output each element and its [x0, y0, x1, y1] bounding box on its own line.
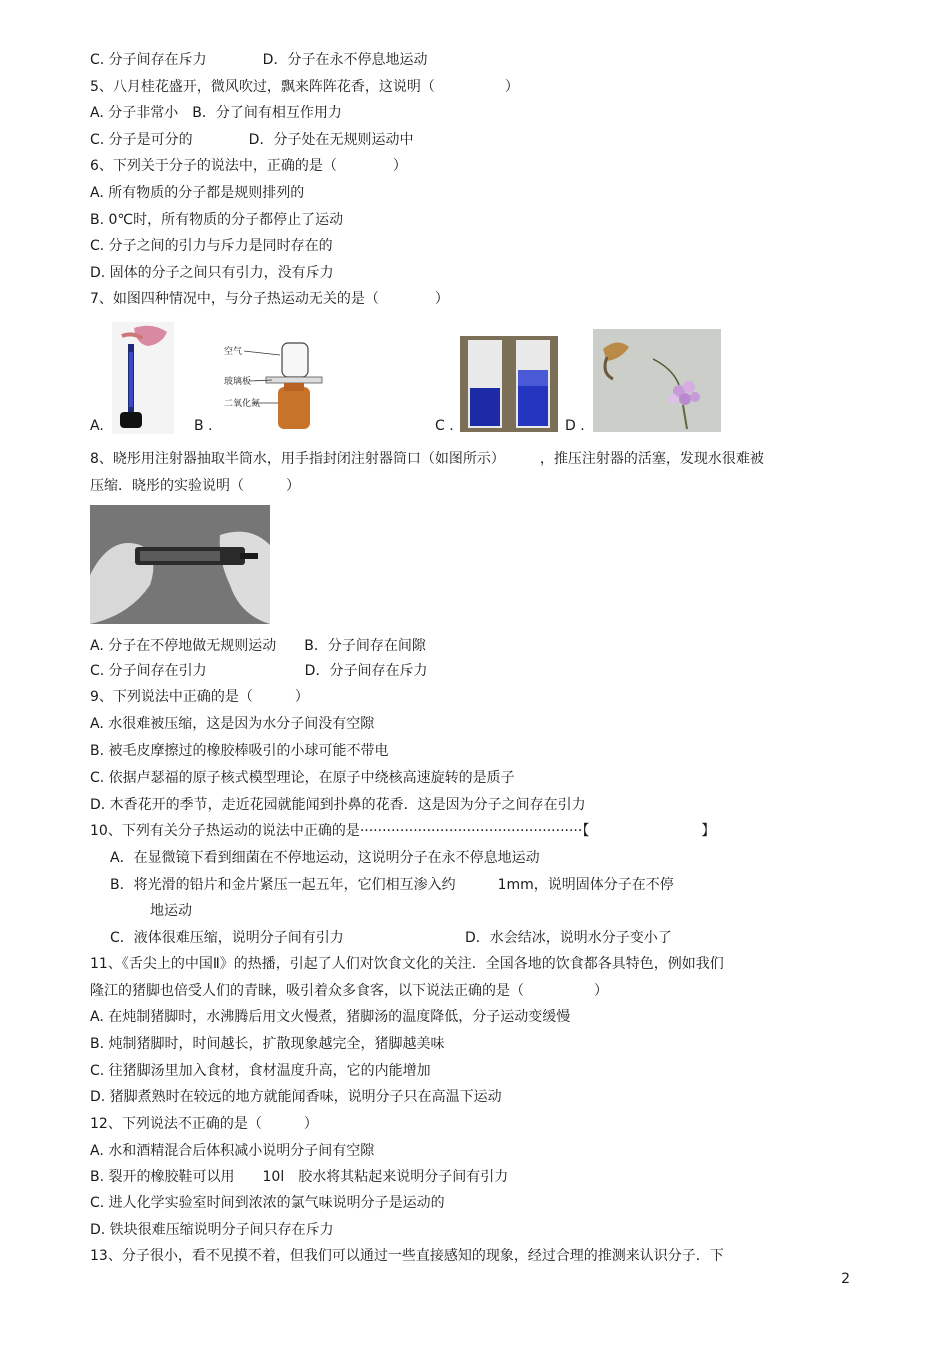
- q12-option-b: B. 裂开的橡胶鞋可以用 10l 胶水将其粘起来说明分子间有引力: [90, 1169, 509, 1185]
- q11-option-b: B. 炖制猪脚时，时间越长，扩散现象越完全，猪脚越美味: [90, 1036, 445, 1052]
- q7-figure-b: [222, 337, 326, 433]
- q7-label-d: D .: [565, 418, 585, 434]
- q10-option-c: C．液体很难压缩，说明分子间有引力: [110, 930, 344, 946]
- q9-option-a: A. 水很难被压缩，这是因为水分子间没有空隙: [90, 716, 375, 732]
- q7-figure-c: [460, 336, 558, 432]
- q9-option-d: D. 木香花开的季节，走近花园就能闻到扑鼻的花香．这是因为分子之间存在引力: [90, 797, 586, 813]
- q8-option-cd: C. 分子间存在引力 D．分子间存在斥力: [90, 663, 428, 679]
- q11-stem-line1: 11、《舌尖上的中国Ⅱ》的热播，引起了人们对饮食文化的关注．全国各地的饮食都各具特色，例如我们: [90, 956, 724, 972]
- q7-b-label-glass: 玻璃板: [224, 377, 252, 387]
- q12-stem: 12、下列说法不正确的是（ ）: [90, 1116, 318, 1132]
- q8-option-ab: A. 分子在不停地做无规则运动 B．分子间存在间隙: [90, 638, 426, 654]
- q11-option-c: C. 往猪脚汤里加入食材，食材温度升高，它的内能增加: [90, 1063, 431, 1079]
- q11-option-d: D. 猪脚煮熟时在较远的地方就能闻香味，说明分子只在高温下运动: [90, 1089, 502, 1105]
- q10-option-a: A．在显微镜下看到细菌在不停地运动，这说明分子在永不停息地运动: [110, 850, 540, 866]
- q8-stem-line2: 压缩．晓彤的实验说明（ ）: [90, 478, 300, 494]
- q5-option-cd: C. 分子是可分的 D．分子处在无规则运动中: [90, 132, 414, 148]
- q10-option-d: D．水会结冰，说明水分子变小了: [465, 930, 672, 946]
- q9-option-c: C. 依据卢瑟福的原子核式模型理论，在原子中绕核高速旋转的是质子: [90, 770, 515, 786]
- q10-option-b: B．将光滑的铅片和金片紧压一起五年，它们相互渗入约 1mm，说明固体分子在不停: [110, 877, 674, 893]
- q12-option-a: A. 水和酒精混合后体积减小说明分子间有空隙: [90, 1143, 375, 1159]
- q4-option-cd: C. 分子间存在斥力 D．分子在永不停息地运动: [90, 52, 428, 68]
- q8-stem-line1: 8、晓彤用注射器抽取半筒水，用手指封闭注射器筒口（如图所示） ，推压注射器的活塞，发现水很难被: [90, 451, 764, 467]
- q10-option-b-cont: 地运动: [150, 903, 192, 919]
- q7-label-b: B .: [194, 418, 213, 434]
- q5-option-ab: A. 分子非常小 B．分了间有相互作用力: [90, 105, 342, 121]
- q13-stem: 13、分子很小，看不见摸不着，但我们可以通过一些直接感知的现象，经过合理的推测来认识分子．下: [90, 1248, 724, 1264]
- q9-stem: 9、下列说法中正确的是（ ）: [90, 689, 309, 705]
- q7-figure-d: [593, 329, 721, 432]
- q5-stem: 5、八月桂花盛开，微风吹过，飘来阵阵花香，这说明（ ）: [90, 79, 519, 95]
- q7-label-c: C .: [435, 418, 454, 434]
- q11-stem-line2: 隆江的猪脚也倍受人们的青睐，吸引着众多食客，以下说法正确的是（ ）: [90, 983, 608, 999]
- q8-syringe-photo: [90, 505, 270, 624]
- q7-figure-a: [112, 322, 174, 434]
- q6-option-a: A. 所有物质的分子都是规则排列的: [90, 185, 305, 201]
- page-number: 2: [841, 1271, 850, 1287]
- q9-option-b: B. 被毛皮摩擦过的橡胶棒吸引的小球可能不带电: [90, 743, 389, 759]
- q6-option-c: C. 分子之间的引力与斥力是同时存在的: [90, 238, 333, 254]
- q12-option-d: D. 铁块很难压缩说明分子间只存在斥力: [90, 1222, 334, 1238]
- q12-option-c: C. 进人化学实验室时间到浓浓的氯气味说明分子是运动的: [90, 1195, 445, 1211]
- q6-option-b: B. 0℃时，所有物质的分子都停止了运动: [90, 212, 344, 228]
- q6-option-d: D. 固体的分子之间只有引力，没有斥力: [90, 265, 334, 281]
- q7-stem: 7、如图四种情况中，与分子热运动无关的是（ ）: [90, 291, 449, 307]
- q6-stem: 6、下列关于分子的说法中，正确的是（ ）: [90, 158, 407, 174]
- q11-option-a: A. 在炖制猪脚时，水沸腾后用文火慢煮，猪脚汤的温度降低，分子运动变缓慢: [90, 1009, 571, 1025]
- q7-b-label-no2: 二氧化氮: [224, 399, 261, 409]
- q10-stem: 10、下列有关分子热运动的说法中正确的是··················································【 】: [90, 823, 716, 839]
- q7-label-a: A.: [90, 418, 104, 434]
- q7-b-label-air: 空气: [224, 347, 243, 357]
